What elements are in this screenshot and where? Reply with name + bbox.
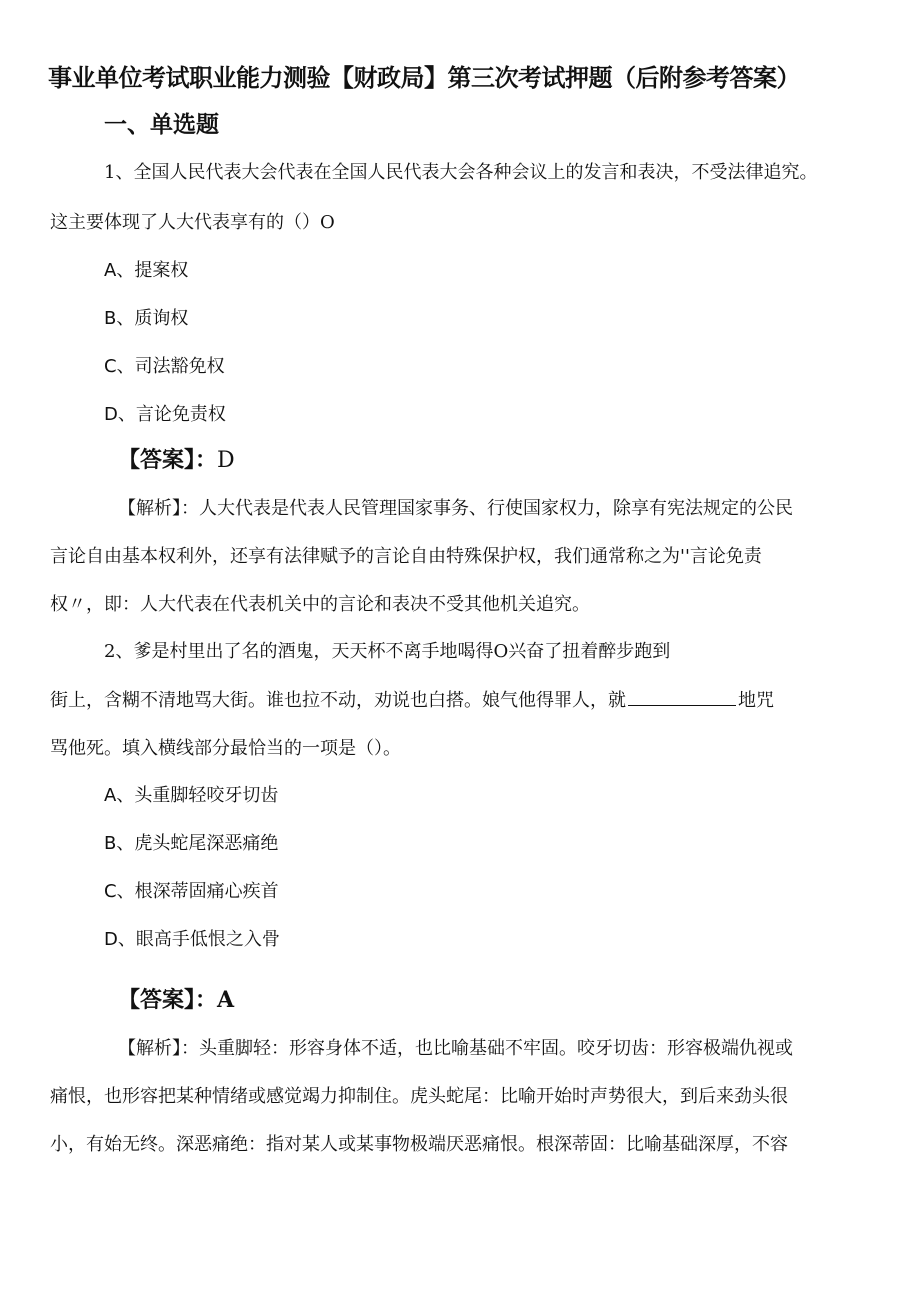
question-2-option-a xyxy=(104,781,278,807)
question-1-option-b xyxy=(104,304,188,330)
question-1-explanation-line-1: 【解析】：人大代表是代表人民管理国家事务、行使国家权力，除享有宪法规定的公民 xyxy=(118,498,793,519)
question-2-explanation-line-2: 痛恨，也形容把某种情绪或感觉竭力抑制住。虎头蛇尾：比喻开始时声势很大，到后来劲头很 xyxy=(50,1086,788,1107)
question-2-option-c xyxy=(104,877,279,903)
option-letter: A、 xyxy=(104,785,135,806)
question-2-option-d xyxy=(104,925,280,951)
question-2-explanation-line-1: 【解析】：头重脚轻：形容身体不适，也比喻基础不牢固。咬牙切齿：形容极端仇视或 xyxy=(118,1038,793,1059)
question-1-option-d xyxy=(104,400,226,426)
option-letter: C、 xyxy=(104,881,135,902)
answer-value: D xyxy=(217,448,235,473)
question-2-stem-line-3: 骂他死。填入横线部分最恰当的一项是（）。 xyxy=(50,738,401,759)
question-1-answer xyxy=(118,443,235,474)
option-letter: C、 xyxy=(104,356,135,377)
answer-value: A xyxy=(217,987,235,1013)
option-text: 根深蒂固痛心疾首 xyxy=(134,881,279,902)
question-1-stem-line-2: 这主要体现了人大代表享有的（）O xyxy=(50,212,335,233)
question-1-explanation-line-3: 权〃，即：人大代表在代表机关中的言论和表决不受其他机关追究。 xyxy=(50,594,590,615)
option-text: 司法豁免权 xyxy=(134,356,225,377)
question-1-explanation-line-2: 言论自由基本权利外，还享有法律赋予的言论自由特殊保护权，我们通常称之为''言论免责 xyxy=(50,546,762,567)
option-letter: D、 xyxy=(104,404,136,425)
option-text: 质询权 xyxy=(134,308,189,329)
document-title: 事业单位考试职业能力测验【财政局】第三次考试押题（后附参考答案） xyxy=(48,64,800,92)
question-1-option-c xyxy=(104,352,225,378)
option-text: 眼高手低恨之入骨 xyxy=(135,929,280,950)
section-heading: 一、单选题 xyxy=(104,112,219,138)
option-letter: D、 xyxy=(104,929,136,950)
stem-text: 街上，含糊不清地骂大街。谁也拉不动，劝说也白搭。娘气他得罪人，就 xyxy=(50,690,626,711)
stem-text: 地咒 xyxy=(738,690,774,711)
question-2-answer xyxy=(118,983,234,1014)
question-2-option-b xyxy=(104,829,278,855)
question-2-stem-line-1: 2、爹是村里出了名的酒鬼，天天杯不离手地喝得O兴奋了扭着醉步跑到 xyxy=(104,641,671,662)
option-letter: B、 xyxy=(104,833,135,854)
option-letter: B、 xyxy=(104,308,135,329)
answer-label: 【答案】： xyxy=(118,448,218,473)
option-text: 言论免责权 xyxy=(135,404,226,425)
question-2-stem-line-2 xyxy=(50,686,774,712)
option-text: 虎头蛇尾深恶痛绝 xyxy=(134,833,279,854)
question-2-explanation-line-3: 小，有始无终。深恶痛绝：指对某人或某事物极端厌恶痛恨。根深蒂固：比喻基础深厚，不容 xyxy=(50,1134,788,1155)
option-text: 提案权 xyxy=(134,260,189,281)
option-text: 头重脚轻咬牙切齿 xyxy=(134,785,279,806)
answer-label: 【答案】： xyxy=(118,988,218,1013)
question-1-stem-line-1: 1、全国人民代表大会代表在全国人民代表大会各种会议上的发言和表决，不受法律追究。 xyxy=(104,162,818,183)
question-1-option-a xyxy=(104,256,188,282)
fill-in-blank xyxy=(628,689,736,706)
option-letter: A、 xyxy=(104,260,135,281)
